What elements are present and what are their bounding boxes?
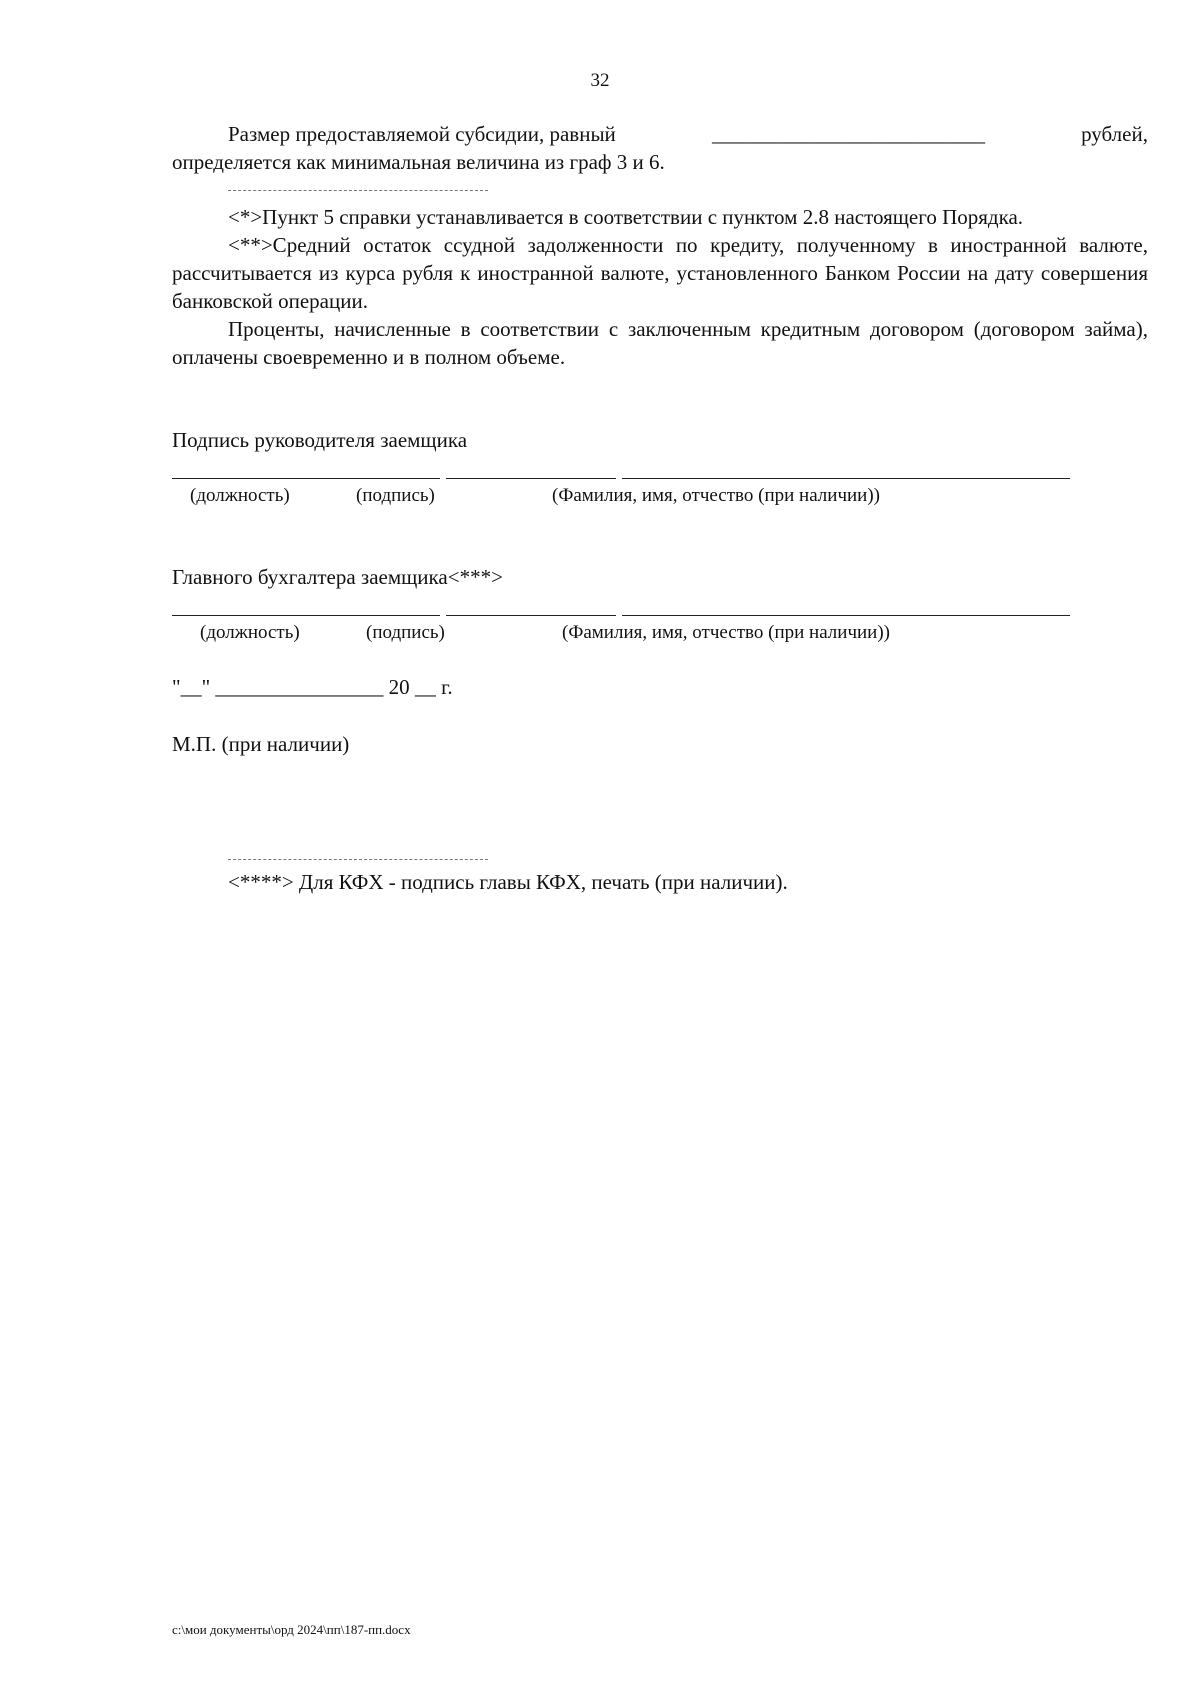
footnote-foreign-currency: <**>Средний остаток ссудной задолженности по кредиту, полученному в иностранной валюте, рассчитывается из курса рубля к иностранной валюте, установленного Банком России на дату совершения банковской операции. (172, 233, 1148, 313)
subsidy-unit: рублей, (1081, 122, 1148, 146)
page-number: 32 (590, 70, 610, 91)
head-signature-line (446, 478, 616, 479)
footnote-separator (228, 190, 488, 191)
date-line: "__" ________________ 20 __ г. (172, 675, 453, 699)
footnote-point-5: <*>Пункт 5 справки устанавливается в соответствии с пунктом 2.8 настоящего Порядка. (228, 205, 1024, 229)
document-file-path: c:\мои документы\орд 2024\пп\187-пп.docx (172, 1622, 411, 1637)
subsidy-lead: Размер предоставляемой субсидии, равный (228, 122, 616, 146)
subsidy-continuation: определяется как минимальная величина из граф 3 и 6. (172, 150, 665, 174)
head-signature-label: Подпись руководителя заемщика (172, 428, 468, 452)
stamp-label: М.П. (при наличии) (172, 732, 350, 756)
accountant-signature-caption: (подпись) (366, 622, 445, 643)
accountant-name-caption: (Фамилия, имя, отчество (при наличии)) (562, 622, 891, 643)
accountant-position-line (172, 615, 440, 616)
subsidy-amount-blank: __________________________ (711, 122, 985, 146)
accountant-position-caption: (должность) (200, 622, 300, 643)
interest-paid-statement: Проценты, начисленные в соответствии с заключенным кредитным договором (договором займа), оплачены своевременно и в полном объеме. (172, 317, 1148, 369)
footnote-separator-2 (228, 859, 488, 860)
accountant-signature-label: Главного бухгалтера заемщика<***> (172, 565, 503, 589)
accountant-signature-line (446, 615, 616, 616)
head-name-line (622, 478, 1070, 479)
head-signature-caption: (подпись) (356, 485, 435, 506)
head-position-line (172, 478, 440, 479)
head-position-caption: (должность) (190, 485, 290, 506)
subsidy-paragraph (172, 120, 1148, 176)
footnote-kfh: <****> Для КФХ - подпись главы КФХ, печать (при наличии). (228, 870, 788, 894)
head-name-caption: (Фамилия, имя, отчество (при наличии)) (552, 485, 881, 506)
accountant-name-line (622, 615, 1070, 616)
footnotes-block (172, 203, 1148, 371)
